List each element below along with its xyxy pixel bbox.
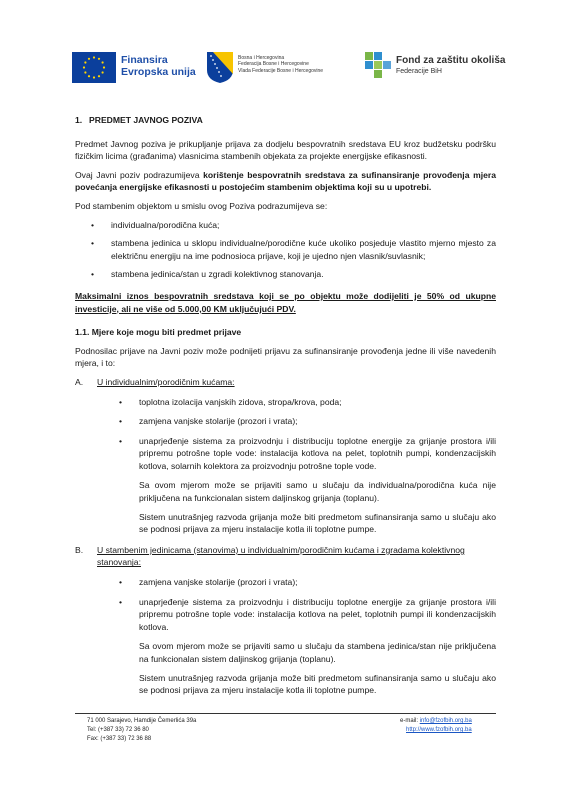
bih-coat-of-arms — [205, 50, 235, 84]
list-item: • stambena jedinica/stan u zgradi kolektivnog stanovanja. — [91, 268, 496, 281]
paragraph: Sa ovom mjerom može se prijaviti samo u slučaju da stambena jedinica/stan nije priključena na funkcionalan sistem daljinskog grijanja (toplanu). — [139, 641, 496, 664]
fund-subtitle: Federacije BiH — [396, 68, 442, 75]
list-item: • stambena jedinica u sklopu individualne/porodične kuće ukoliko posjeduje vlastito mjerno mjesto za električnu energiju na ime podnosioca prijave, koji je ujedno njen vlasnik/suvlasnik; — [91, 237, 496, 262]
email-link[interactable]: info@fzofbih.org.ba — [419, 718, 472, 724]
list-item: • zamjena vanjske stolarije (prozori i vrata); — [119, 416, 298, 427]
paragraph: Podnosilac prijave na Javni poziv može podnijeti prijavu za sufinansiranje provođenja jedne ili više navedenih mjera, i to: — [75, 345, 496, 369]
fund-logo — [365, 52, 391, 78]
footer-fax: Fax: (+387 33) 72 36 88 — [87, 736, 152, 742]
paragraph: Sa ovom mjerom može se prijaviti samo u slučaju da individualna/porodična kuća nije priključena na funkcionalan sistem daljinskog grijanja (toplanu). — [139, 480, 496, 504]
measure-group-b: B. U stambenim jedinicama (stanovima) u individualnim/porodičnim kućama i zgradama kolektivnog stanovanja: — [75, 544, 465, 568]
measure-group-a: A. U individualnim/porodičnim kućama: — [75, 376, 235, 387]
footer-tel: Tel: (+387 33) 72 36 80 — [87, 727, 149, 733]
bih-government-label: Bosna i Hercegovina Federacija Bosne i Hercegovine Vlada Federacije Bosne i Hercegovine — [238, 55, 324, 74]
fund-title: Fond za zaštitu okoliša — [396, 55, 506, 66]
paragraph: Sistem unutrašnjeg razvoda grijanja može biti predmetom sufinansiranja samo u slučaju ako se podnosi prijava za mjeru instalacije kotla ili toplotne pumpe. — [139, 511, 496, 535]
list-item: • individualna/porodična kuća; — [91, 219, 496, 232]
max-amount-note: Maksimalni iznos bespovratnih sredstava koji se po objektu može dodijeliti je 50% od ukupne investicije, ali ne više od 5.000,00 KM uključujući PDV. — [75, 290, 496, 314]
footer-divider — [75, 713, 496, 714]
footer-address: 71 000 Sarajevo, Hamdije Čemerlića 39a — [87, 718, 197, 724]
eu-flag-logo — [72, 52, 116, 83]
paragraph: Sistem unutrašnjeg razvoda grijanja može biti predmetom sufinansiranja samo u slučaju ako se podnosi prijava za mjeru instalacije kotla ili toplotne pumpe. — [139, 672, 496, 696]
list-item: • zamjena vanjske stolarije (prozori i vrata); — [119, 577, 298, 588]
footer-contact — [87, 717, 196, 744]
subsection-heading: 1.1. Mjere koje mogu biti predmet prijave — [75, 327, 242, 338]
list-item: • unaprjeđenje sistema za proizvodnju i distribuciju toplotne energije za grijanje prostora i/ili pripremu potrošne tople vode: instalacija kotlova na pelet, toplotnih pumpi ili kondenzacijskih kotlova. — [119, 596, 496, 632]
paragraph: Ovaj Javni poziv podrazumijeva korištenje bespovratnih sredstava za sufinansiranje provođenja mjera povećanja energijske efikasnosti u postojećim stambenim objektima koji su u upotrebi. — [75, 169, 497, 193]
paragraph: Predmet Javnog poziva je prikupljanje prijava za dodjelu bespovratnih sredstava EU kroz budžetsku podršku fizičkim licima (građanima) vlasnicima stambenih objekata za projekte energijske efikasnosti. — [75, 138, 496, 162]
website-link[interactable]: http://www.fzofbih.org.ba — [406, 727, 472, 733]
paragraph: Pod stambenim objektom u smislu ovog Poziva podrazumijeva se: — [75, 200, 328, 211]
eu-funding-label: Finansira Evropska unija — [121, 54, 196, 78]
list-item: • toplotna izolacija vanjskih zidova, stropa/krova, poda; — [119, 396, 342, 407]
document-body — [75, 114, 496, 703]
footer-links: e-mail: info@fzofbih.org.ba http://www.fzofbih.org.ba — [400, 718, 472, 733]
section-heading: 1. PREDMET JAVNOG POZIVA — [75, 115, 203, 125]
list-item: • unaprjeđenje sistema za proizvodnju i distribuciju toplotne energije za grijanje prostora i/ili pripremu potrošne tople vode: instalacija kotlova na pelet, toplotnih pumpi, kondenzacijskih kotlova, solarnih kolektora za proizvodnju potrošne tople vode. — [119, 435, 496, 471]
